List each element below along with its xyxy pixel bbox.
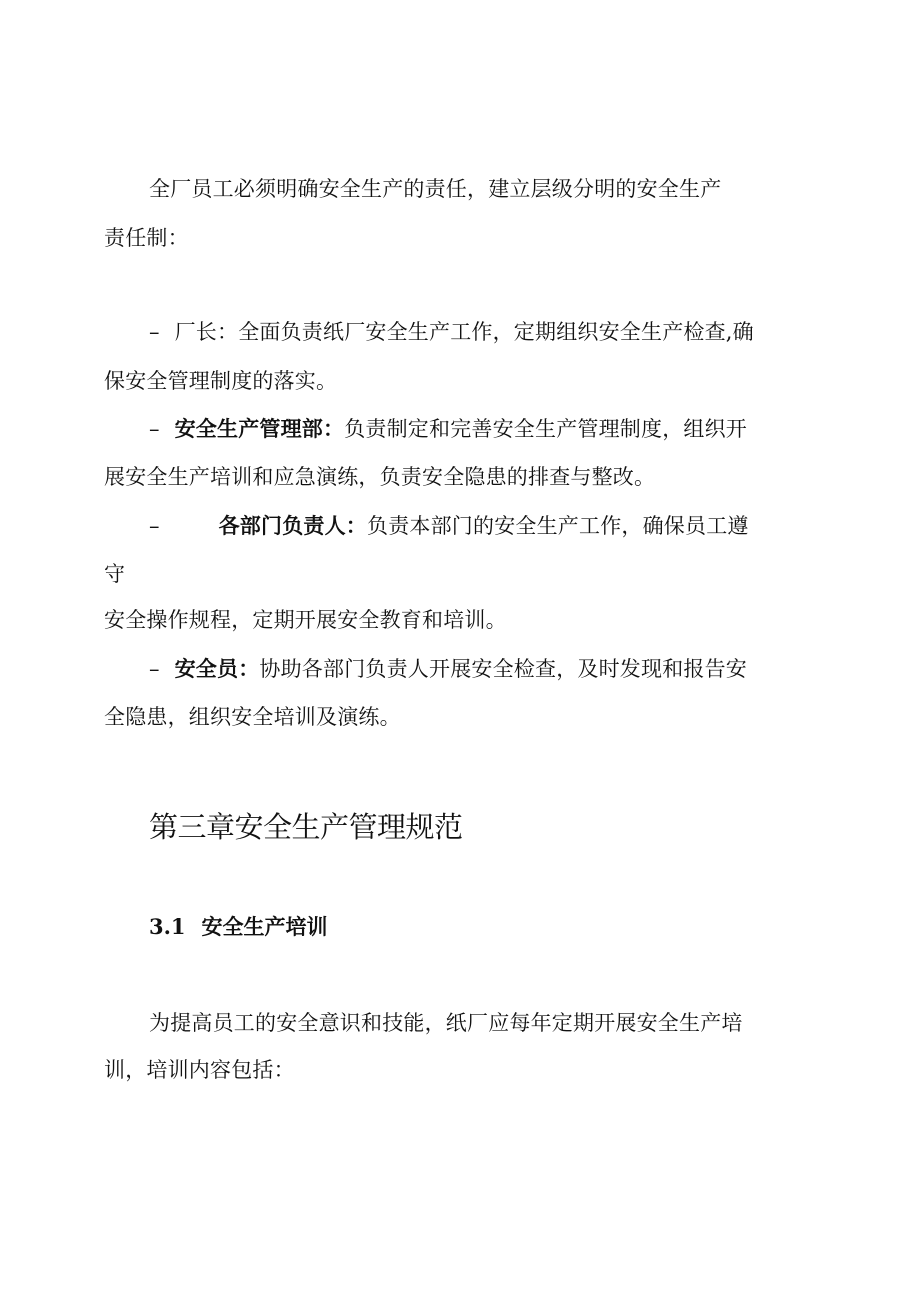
role-title: 安全员：: [174, 656, 260, 681]
role-item-factory-director: [149, 318, 754, 346]
role-item-dept-heads: [149, 512, 749, 540]
role-line-continued: 全隐患，组织安全培训及演练。: [104, 705, 401, 729]
section-para-line-1: 为提高员工的安全意识和技能，纸厂应每年定期开展安全生产培: [149, 1011, 743, 1035]
list-dash: –: [149, 417, 160, 441]
role-description: 协助各部门负责人开展安全检查，及时发现和报告安: [259, 657, 748, 681]
role-description: 负责本部门的安全生产工作，确保员工遵: [367, 514, 749, 538]
intro-line-1: 全厂员工必须明确安全生产的责任，建立层级分明的安全生产: [149, 177, 722, 201]
section-title: 安全生产培训: [201, 914, 328, 939]
list-dash: –: [149, 657, 160, 681]
intro-line-2: 责任制：: [104, 226, 189, 250]
section-heading: [149, 912, 328, 942]
section-number: 3.1: [149, 914, 186, 939]
role-line-continued: 保安全管理制度的落实。: [104, 369, 338, 393]
section-para-line-2: 训，培训内容包括：: [104, 1058, 295, 1082]
role-line-continued: 守: [104, 562, 126, 586]
role-line-continued: 安全操作规程，定期开展安全教育和培训。: [104, 608, 507, 632]
role-title: 各部门负责人：: [218, 513, 367, 538]
chapter-title: 第三章安全生产管理规范: [149, 810, 463, 844]
list-dash: –: [149, 514, 160, 538]
list-dash: –: [149, 320, 160, 344]
role-line-continued: 展安全生产培训和应急演练，负责安全隐患的排查与整改。: [104, 465, 656, 489]
role-item-safety-officer: [149, 655, 747, 683]
role-title: 厂长：: [174, 320, 239, 344]
role-description: 负责制定和完善安全生产管理制度，组织开: [344, 417, 748, 441]
role-description: 全面负责纸厂安全生产工作，定期组织安全生产检查,确: [238, 320, 754, 344]
role-title: 安全生产管理部：: [174, 416, 345, 441]
role-item-safety-dept: [149, 415, 747, 443]
